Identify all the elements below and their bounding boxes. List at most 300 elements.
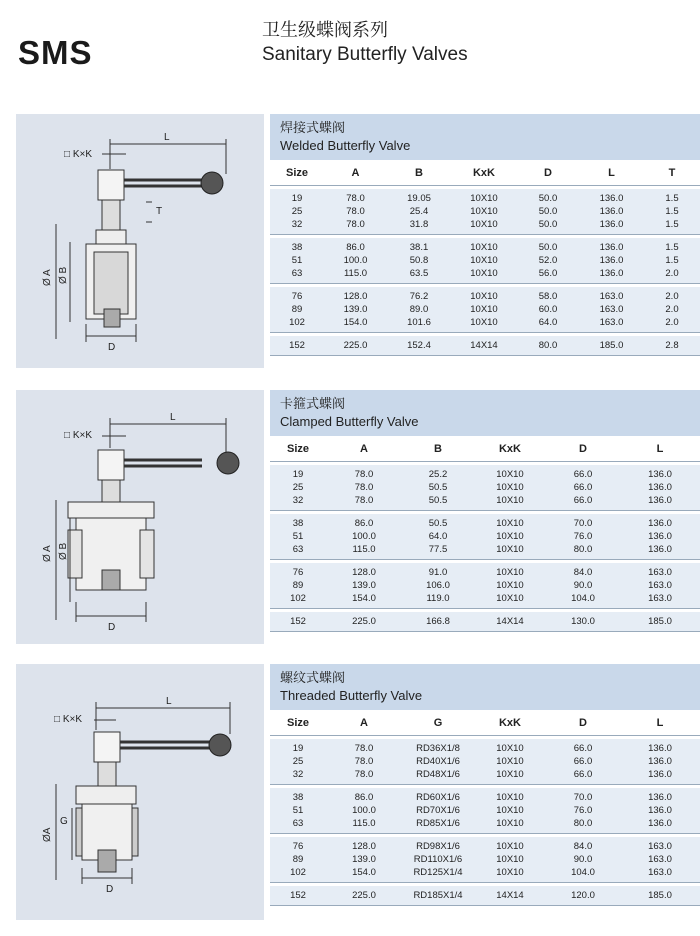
table-cell: 76.0	[573, 805, 593, 816]
col-b: B	[415, 166, 423, 179]
table-cell: 128.0	[343, 291, 368, 302]
clamped-label-b: Ø B	[58, 542, 69, 560]
table-cell: RD36X1/8	[416, 743, 460, 754]
table-row	[270, 468, 700, 481]
welded-column-headers	[270, 160, 700, 186]
col-g: G	[433, 716, 443, 729]
welded-table	[270, 114, 700, 356]
table-cell: 60.0	[538, 304, 558, 315]
section-threaded	[16, 664, 700, 920]
table-cell: 10X10	[470, 219, 498, 230]
table-cell: 63	[292, 544, 304, 555]
row-group	[270, 514, 700, 560]
table-cell: 78.0	[354, 495, 374, 506]
table-cell: 19	[292, 743, 304, 754]
table-cell: 80.0	[573, 818, 593, 829]
table-cell: RD60X1/6	[416, 792, 460, 803]
table-cell: 115.0	[352, 818, 376, 829]
table-cell: 25.2	[428, 469, 448, 480]
table-cell: 76.0	[573, 531, 593, 542]
table-cell: 66.0	[573, 756, 593, 767]
table-row	[270, 241, 700, 254]
table-cell: 51	[292, 531, 304, 542]
col-size: Size	[286, 442, 309, 455]
table-row	[270, 530, 700, 543]
row-group	[270, 788, 700, 834]
table-cell: 2.0	[665, 304, 679, 315]
threaded-label-d: D	[106, 884, 114, 895]
table-row	[270, 755, 700, 768]
table-cell: 25	[291, 206, 303, 217]
table-cell: 225.0	[352, 890, 376, 901]
col-t: T	[668, 166, 676, 179]
table-cell: 185.0	[648, 890, 672, 901]
threaded-table	[270, 664, 700, 906]
table-cell: 163.0	[648, 593, 672, 604]
row-group	[270, 238, 700, 284]
welded-valve-diagram	[16, 114, 264, 368]
table-cell: 78.0	[354, 769, 374, 780]
table-cell: 63	[291, 268, 303, 279]
table-cell: 86.0	[354, 518, 374, 529]
table-cell: 10X10	[470, 206, 498, 217]
table-cell: 19.05	[407, 193, 431, 204]
welded-label-b: Ø B	[58, 266, 69, 284]
table-cell: 10X10	[496, 495, 524, 506]
table-cell: 101.6	[407, 317, 431, 328]
table-cell: 10X10	[496, 580, 524, 591]
col-d: D	[579, 716, 587, 729]
threaded-valve-diagram	[16, 664, 264, 920]
welded-handle-knob	[201, 172, 223, 194]
table-cell: 128.0	[352, 567, 376, 578]
table-cell: 66.0	[573, 769, 593, 780]
table-cell: 136.0	[648, 518, 672, 529]
table-cell: 136.0	[648, 818, 672, 829]
welded-label-l: L	[164, 132, 170, 143]
table-cell: 10X10	[496, 867, 524, 878]
table-cell: 66.0	[573, 743, 593, 754]
table-cell: 78.0	[346, 219, 365, 230]
table-row	[270, 517, 700, 530]
table-row	[270, 290, 700, 303]
table-cell: 76	[291, 291, 303, 302]
welded-title-en: Welded Butterfly Valve	[280, 138, 411, 153]
threaded-label-kk: □ K×K	[54, 714, 82, 725]
table-cell: RD70X1/6	[416, 805, 460, 816]
table-cell: 1.5	[665, 255, 679, 266]
table-cell: 19	[291, 193, 303, 204]
table-cell: 10X10	[470, 291, 498, 302]
table-cell: 10X10	[496, 769, 524, 780]
table-cell: 50.0	[538, 206, 558, 217]
table-cell: 163.0	[648, 580, 672, 591]
table-cell: 78.0	[354, 469, 374, 480]
table-cell: 2.0	[665, 291, 679, 302]
table-cell: 76	[292, 567, 304, 578]
col-kxk: KxK	[472, 166, 495, 179]
row-group	[270, 612, 700, 632]
table-cell: 120.0	[571, 890, 595, 901]
table-cell: 10X10	[496, 469, 524, 480]
table-cell: 90.0	[573, 580, 593, 591]
table-cell: 10X10	[496, 756, 524, 767]
clamped-valve-diagram	[16, 390, 264, 644]
col-d: D	[544, 166, 552, 179]
table-cell: 84.0	[573, 841, 593, 852]
table-cell: 77.5	[428, 544, 448, 555]
table-cell: 163.0	[648, 567, 672, 578]
table-cell: 78.0	[346, 206, 365, 217]
row-group	[270, 465, 700, 511]
table-row	[270, 339, 700, 352]
table-row	[270, 494, 700, 507]
table-row	[270, 804, 700, 817]
table-cell: 10X10	[470, 193, 498, 204]
clamped-handle-knob	[217, 452, 239, 474]
table-cell: 163.0	[599, 291, 624, 302]
table-cell: 115.0	[343, 268, 368, 279]
table-cell: 10X10	[496, 544, 524, 555]
table-cell: RD98X1/6	[416, 841, 460, 852]
threaded-label-l: L	[166, 696, 172, 707]
welded-title-cn: 焊接式蝶阀	[280, 121, 346, 136]
table-cell: 139.0	[352, 580, 376, 591]
threaded-label-a: ØA	[42, 827, 53, 842]
table-cell: 225.0	[352, 616, 376, 627]
table-cell: 10X10	[496, 743, 524, 754]
table-cell: 102	[289, 317, 305, 328]
table-cell: 2.8	[665, 340, 679, 351]
table-row	[270, 303, 700, 316]
table-cell: 50.5	[428, 495, 448, 506]
table-cell: 102	[290, 867, 306, 878]
table-cell: 90.0	[573, 854, 593, 865]
table-cell: 136.0	[599, 242, 624, 253]
table-cell: 185.0	[648, 616, 672, 627]
col-size: Size	[286, 716, 309, 729]
table-cell: 139.0	[343, 304, 368, 315]
table-cell: 163.0	[599, 317, 624, 328]
table-cell: 10X10	[496, 792, 524, 803]
table-cell: 86.0	[346, 242, 365, 253]
table-row	[270, 840, 700, 853]
table-row	[270, 254, 700, 267]
section-welded	[16, 114, 700, 368]
table-cell: 154.0	[352, 867, 376, 878]
table-cell: 2.0	[665, 317, 679, 328]
table-cell: 10X10	[496, 482, 524, 493]
table-cell: 136.0	[599, 268, 624, 279]
table-row	[270, 566, 700, 579]
table-cell: 136.0	[648, 792, 672, 803]
row-group	[270, 886, 700, 906]
col-b: B	[434, 442, 442, 455]
table-cell: 136.0	[648, 769, 672, 780]
table-cell: 10X10	[470, 255, 498, 266]
table-cell: 10X10	[496, 841, 524, 852]
table-cell: 56.0	[538, 268, 558, 279]
table-cell: 63.5	[409, 268, 429, 279]
table-row	[270, 866, 700, 879]
table-cell: 10X10	[470, 268, 498, 279]
table-cell: 50.5	[428, 482, 448, 493]
table-cell: 185.0	[599, 340, 624, 351]
table-cell: 100.0	[343, 255, 368, 266]
row-group	[270, 189, 700, 235]
table-cell: 136.0	[648, 482, 672, 493]
clamped-column-headers	[270, 436, 700, 462]
table-cell: RD125X1/4	[413, 867, 463, 878]
table-cell: 38	[291, 242, 303, 253]
table-row	[270, 742, 700, 755]
table-cell: RD48X1/6	[416, 769, 460, 780]
table-cell: 38	[292, 518, 304, 529]
table-cell: 136.0	[648, 531, 672, 542]
table-cell: 89	[292, 580, 304, 591]
table-cell: RD110X1/6	[413, 854, 463, 865]
col-l: L	[608, 166, 615, 179]
table-row	[270, 579, 700, 592]
table-cell: 1.5	[665, 242, 679, 253]
col-a: A	[360, 716, 368, 729]
table-cell: 10X10	[496, 805, 524, 816]
table-row	[270, 817, 700, 830]
table-cell: 89	[292, 854, 304, 865]
clamped-table-header	[270, 390, 700, 436]
threaded-handle-knob	[209, 734, 231, 756]
threaded-title-en: Threaded Butterfly Valve	[280, 688, 423, 703]
table-cell: 66.0	[573, 469, 593, 480]
threaded-column-headers	[270, 710, 700, 736]
table-cell: 76	[292, 841, 304, 852]
table-cell: 76.2	[409, 291, 429, 302]
table-cell: 86.0	[354, 792, 374, 803]
row-group	[270, 837, 700, 883]
welded-label-t: T	[156, 206, 163, 217]
table-cell: 66.0	[573, 482, 593, 493]
table-cell: 25	[292, 756, 304, 767]
table-cell: 10X10	[496, 854, 524, 865]
col-l: L	[656, 716, 664, 729]
table-row	[270, 192, 700, 205]
table-cell: 70.0	[573, 792, 593, 803]
table-cell: 32	[292, 769, 304, 780]
table-cell: 66.0	[573, 495, 593, 506]
threaded-diagram-panel	[16, 664, 264, 920]
table-cell: 19	[292, 469, 304, 480]
table-cell: 10X10	[496, 518, 524, 529]
table-cell: 31.8	[409, 219, 429, 230]
table-cell: RD85X1/6	[416, 818, 460, 829]
row-group	[270, 563, 700, 609]
table-cell: 136.0	[648, 805, 672, 816]
table-cell: 104.0	[571, 593, 595, 604]
brand-logo: SMS	[18, 34, 93, 71]
table-cell: 163.0	[599, 304, 624, 315]
col-d: D	[579, 442, 587, 455]
clamped-label-d: D	[108, 622, 116, 633]
col-a: A	[360, 442, 368, 455]
table-row	[270, 205, 700, 218]
page-title-en: Sanitary Butterfly Valves	[262, 44, 468, 65]
table-cell: 154.0	[352, 593, 376, 604]
col-a: A	[351, 166, 360, 179]
clamped-label-kk: □ K×K	[64, 430, 92, 441]
col-l: L	[656, 442, 664, 455]
table-cell: 136.0	[648, 544, 672, 555]
table-row	[270, 768, 700, 781]
table-cell: 50.5	[428, 518, 448, 529]
row-group	[270, 336, 700, 356]
row-group	[270, 287, 700, 333]
table-cell: 78.0	[354, 743, 374, 754]
table-cell: 136.0	[599, 255, 624, 266]
table-row	[270, 543, 700, 556]
clamped-table-body	[270, 465, 700, 632]
table-cell: 152	[290, 890, 306, 901]
table-cell: 38.1	[409, 242, 429, 253]
col-kxk: KxK	[498, 442, 521, 455]
table-cell: 136.0	[648, 495, 672, 506]
col-size: Size	[285, 166, 308, 179]
table-cell: 14X14	[496, 890, 524, 901]
table-cell: 152	[289, 340, 305, 351]
table-cell: 136.0	[599, 193, 624, 204]
page-title-cn: 卫生级蝶阀系列	[262, 20, 388, 41]
table-cell: 166.8	[426, 616, 450, 627]
table-cell: 100.0	[352, 531, 376, 542]
table-cell: 104.0	[571, 867, 595, 878]
table-cell: 130.0	[571, 616, 595, 627]
table-cell: 10X10	[496, 567, 524, 578]
table-cell: 10X10	[496, 593, 524, 604]
table-cell: 51	[291, 255, 303, 266]
table-cell: 10X10	[470, 317, 498, 328]
table-cell: 163.0	[648, 867, 672, 878]
table-cell: 136.0	[599, 219, 624, 230]
table-cell: 139.0	[352, 854, 376, 865]
welded-table-body	[270, 189, 700, 356]
welded-table-header	[270, 114, 700, 160]
table-cell: 136.0	[648, 469, 672, 480]
table-cell: 106.0	[426, 580, 450, 591]
table-cell: 154.0	[343, 317, 368, 328]
threaded-table-header	[270, 664, 700, 710]
table-cell: 163.0	[648, 854, 672, 865]
table-row	[270, 267, 700, 280]
threaded-title-cn: 螺纹式蝶阀	[280, 671, 346, 686]
table-cell: 58.0	[538, 291, 558, 302]
table-row	[270, 889, 700, 902]
table-cell: 52.0	[538, 255, 558, 266]
table-cell: 50.0	[538, 242, 558, 253]
welded-label-a: Ø A	[42, 269, 53, 286]
table-cell: 1.5	[665, 193, 679, 204]
table-cell: 84.0	[573, 567, 593, 578]
table-cell: RD185X1/4	[413, 890, 463, 901]
row-group	[270, 739, 700, 785]
clamped-label-a: Ø A	[42, 545, 53, 562]
table-cell: 102	[290, 593, 306, 604]
welded-label-kk: □ K×K	[64, 149, 92, 160]
table-row	[270, 791, 700, 804]
table-cell: 64.0	[538, 317, 558, 328]
table-cell: 25.4	[409, 206, 429, 217]
table-cell: 115.0	[352, 544, 376, 555]
table-row	[270, 481, 700, 494]
table-cell: 136.0	[599, 206, 624, 217]
table-cell: 89	[291, 304, 303, 315]
table-cell: 78.0	[354, 756, 374, 767]
clamped-diagram-panel	[16, 390, 264, 644]
table-cell: 78.0	[346, 193, 365, 204]
table-cell: 128.0	[352, 841, 376, 852]
table-cell: 163.0	[648, 841, 672, 852]
table-cell: 1.5	[665, 206, 679, 217]
table-cell: 50.0	[538, 219, 558, 230]
table-cell: 10X10	[496, 531, 524, 542]
table-cell: 78.0	[354, 482, 374, 493]
table-cell: 14X14	[470, 340, 498, 351]
table-cell: 70.0	[573, 518, 593, 529]
table-row	[270, 615, 700, 628]
table-cell: 51	[292, 805, 304, 816]
table-cell: 91.0	[428, 567, 448, 578]
section-clamped	[16, 390, 700, 644]
table-row	[270, 592, 700, 605]
table-cell: 50.0	[538, 193, 558, 204]
clamped-title-cn: 卡箍式蝶阀	[280, 397, 346, 412]
table-cell: 89.0	[409, 304, 429, 315]
table-row	[270, 853, 700, 866]
welded-label-d: D	[108, 342, 116, 353]
table-cell: 50.8	[409, 255, 429, 266]
table-cell: 32	[291, 219, 303, 230]
table-cell: 10X10	[470, 304, 498, 315]
clamped-label-l: L	[170, 412, 176, 423]
welded-diagram-panel	[16, 114, 264, 368]
table-cell: 2.0	[665, 268, 679, 279]
table-cell: 10X10	[470, 242, 498, 253]
table-cell: 136.0	[648, 756, 672, 767]
clamped-title-en: Clamped Butterfly Valve	[280, 414, 419, 429]
table-cell: 63	[292, 818, 304, 829]
col-kxk: KxK	[498, 716, 521, 729]
threaded-table-body	[270, 739, 700, 906]
table-cell: 152	[290, 616, 306, 627]
table-cell: 32	[292, 495, 304, 506]
table-row	[270, 218, 700, 231]
table-cell: 25	[292, 482, 304, 493]
table-cell: 1.5	[665, 219, 679, 230]
table-cell: 38	[292, 792, 304, 803]
table-cell: 14X14	[496, 616, 524, 627]
table-cell: 80.0	[538, 340, 558, 351]
table-cell: 136.0	[648, 743, 672, 754]
table-cell: 80.0	[573, 544, 593, 555]
table-cell: 10X10	[496, 818, 524, 829]
table-cell: 64.0	[428, 531, 448, 542]
threaded-label-g: G	[60, 816, 68, 827]
table-cell: 152.4	[407, 340, 431, 351]
table-cell: 100.0	[352, 805, 376, 816]
table-cell: 119.0	[426, 593, 450, 604]
table-cell: 225.0	[343, 340, 368, 351]
table-row	[270, 316, 700, 329]
clamped-table	[270, 390, 700, 632]
table-cell: RD40X1/6	[416, 756, 460, 767]
